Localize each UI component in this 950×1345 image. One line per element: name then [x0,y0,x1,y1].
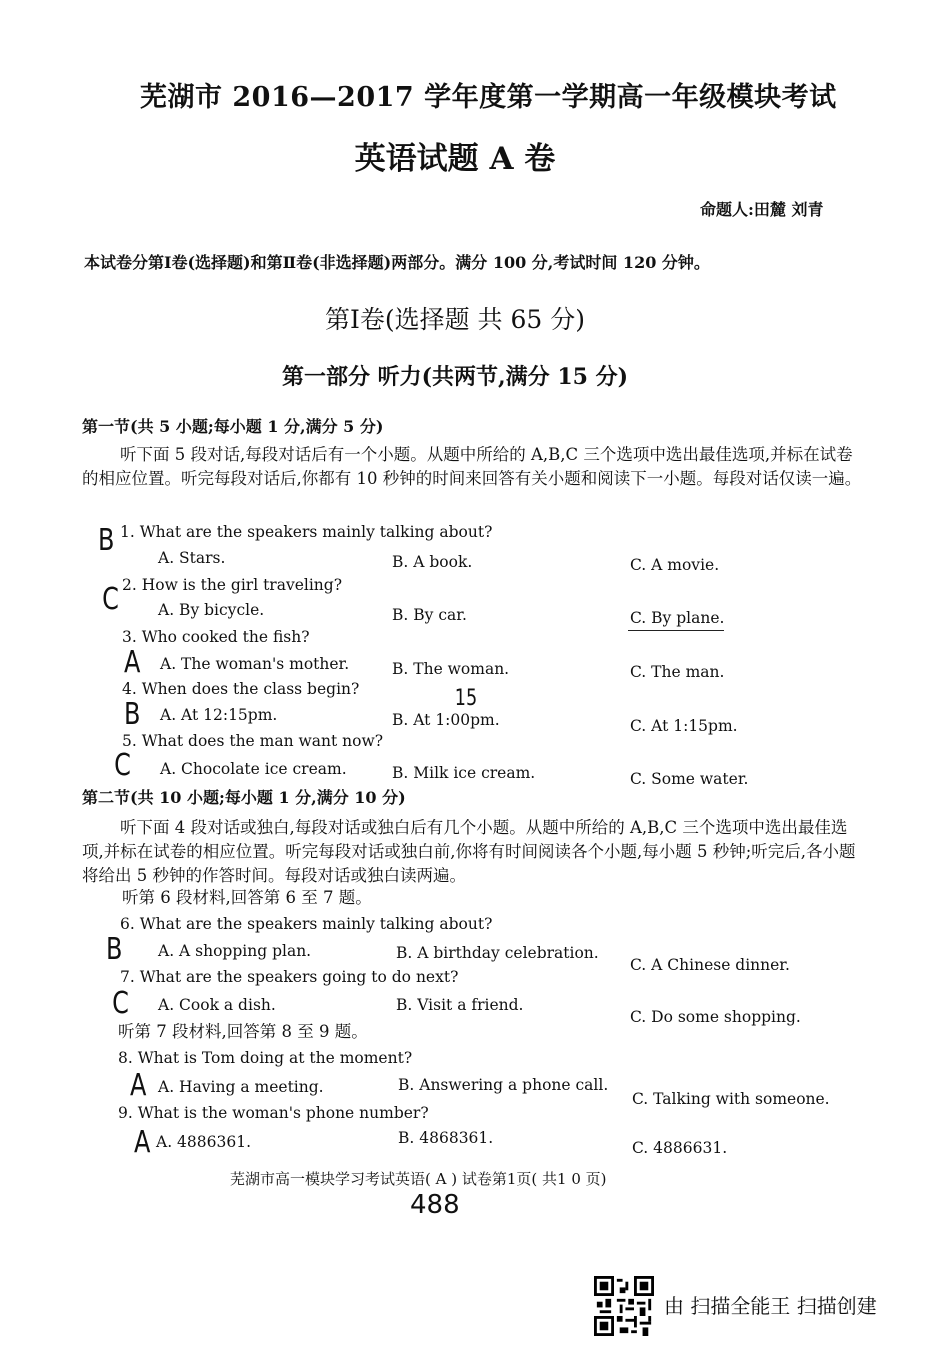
option-c: C. A movie. [630,556,720,574]
section1-instructions: 听下面 5 段对话,每段对话后有一个小题。从题中所给的 A,B,C 三个选项中选出最佳选项,并标在试卷的相应位置。听完每段对话后,你都有 10 秒钟的时间来回答有关小题和阅读下一小题。每段对话仅读一遍。 [82,445,862,488]
question-text: 5. What does the man want now? [122,732,384,750]
question-text: 1. What are the speakers mainly talking about? [120,523,493,541]
option-c: C. A Chinese dinner. [630,956,790,974]
section2-head: 第二节(共 10 小题;每小题 1 分,满分 10 分) [82,788,406,807]
question-text: 7. What are the speakers going to do next? [120,968,459,986]
answer-mark: B [124,697,141,732]
question-text: 2. How is the girl traveling? [122,576,343,594]
option-b: B. A birthday celebration. [396,944,599,962]
answer-mark: C [112,986,129,1021]
material-7-instruction: 听第 7 段材料,回答第 8 至 9 题。 [118,1022,368,1041]
option-c: C. Do some shopping. [630,1008,801,1026]
option-a: A. At 12:15pm. [160,706,278,724]
option-b: B. Milk ice cream. [392,764,536,782]
answer-mark: B [98,523,115,558]
option-b: B. At 1:00pm. [392,711,500,729]
option-c: C. Talking with someone. [632,1090,830,1108]
section1-head: 第一节(共 5 小题;每小题 1 分,满分 5 分) [82,417,384,436]
answer-mark: B [106,932,123,967]
question-text: 3. Who cooked the fish? [122,628,310,646]
answer-mark: A [130,1068,147,1103]
option-b: B. Answering a phone call. [398,1076,609,1094]
option-c: C. By plane. [630,609,725,627]
handwritten-page-number: 488 [410,1190,460,1220]
option-c: C. At 1:15pm. [630,717,738,735]
question-setters: 命题人:田麓 刘青 [700,200,824,219]
option-a: A. By bicycle. [158,601,265,619]
question-text: 8. What is Tom doing at the moment? [118,1049,413,1067]
option-a: A. Stars. [158,549,226,567]
answer-mark: C [114,748,131,783]
option-a: A. 4886361. [156,1133,252,1151]
paper-title: 英语试题 A 卷 [354,141,556,177]
answer-mark: A [124,645,141,680]
option-b: B. A book. [392,553,473,571]
option-a: A. The woman's mother. [160,655,350,673]
qr-code-icon [594,1276,654,1336]
option-c: C. The man. [630,663,725,681]
question-text: 6. What are the speakers mainly talking about? [120,915,493,933]
option-a: A. Chocolate ice cream. [160,760,347,778]
answer-mark: A [134,1125,151,1160]
option-a: A. Having a meeting. [158,1078,324,1096]
question-text: 4. When does the class begin? [122,680,360,698]
handwritten-note: 15 [454,686,478,711]
option-a: A. A shopping plan. [158,942,312,960]
option-b: B. The woman. [392,660,510,678]
question-text: 9. What is the woman's phone number? [118,1104,429,1122]
exam-intro: 本试卷分第Ⅰ卷(选择题)和第Ⅱ卷(非选择题)两部分。满分 100 分,考试时间 120 分钟。 [84,253,710,272]
part1-title: 第Ⅰ卷(选择题 共 65 分) [324,305,586,334]
option-b: B. By car. [392,606,467,624]
material-6-instruction: 听第 6 段材料,回答第 6 至 7 题。 [122,888,372,907]
option-b: B. 4868361. [398,1129,494,1147]
listening-title: 第一部分 听力(共两节,满分 15 分) [281,364,629,390]
option-b: B. Visit a friend. [396,996,524,1014]
scanner-watermark: 由 扫描全能王 扫描创建 [664,1294,877,1318]
option-a: A. Cook a dish. [158,996,276,1014]
page-footer: 芜湖市高一模块学习考试英语( A ) 试卷第1页( 共1 0 页) [230,1170,607,1188]
answer-mark: C [102,582,119,617]
exam-title: 芜湖市 2016—2017 学年度第一学期高一年级模块考试 [140,82,837,113]
section2-instructions: 听下面 4 段对话或独白,每段对话或独白后有几个小题。从题中所给的 A,B,C 三个选项中选出最佳选项,并标在试卷的相应位置。听完每段对话或独白前,你将有时间阅读各个小题,每小题 5 秒钟;听完后,各小题将给出 5 秒钟的作答时间。每段对话或独白读两遍。 [82,818,856,885]
handwritten-underline [628,630,724,631]
option-c: C. Some water. [630,770,749,788]
option-c: C. 4886631. [632,1139,728,1157]
